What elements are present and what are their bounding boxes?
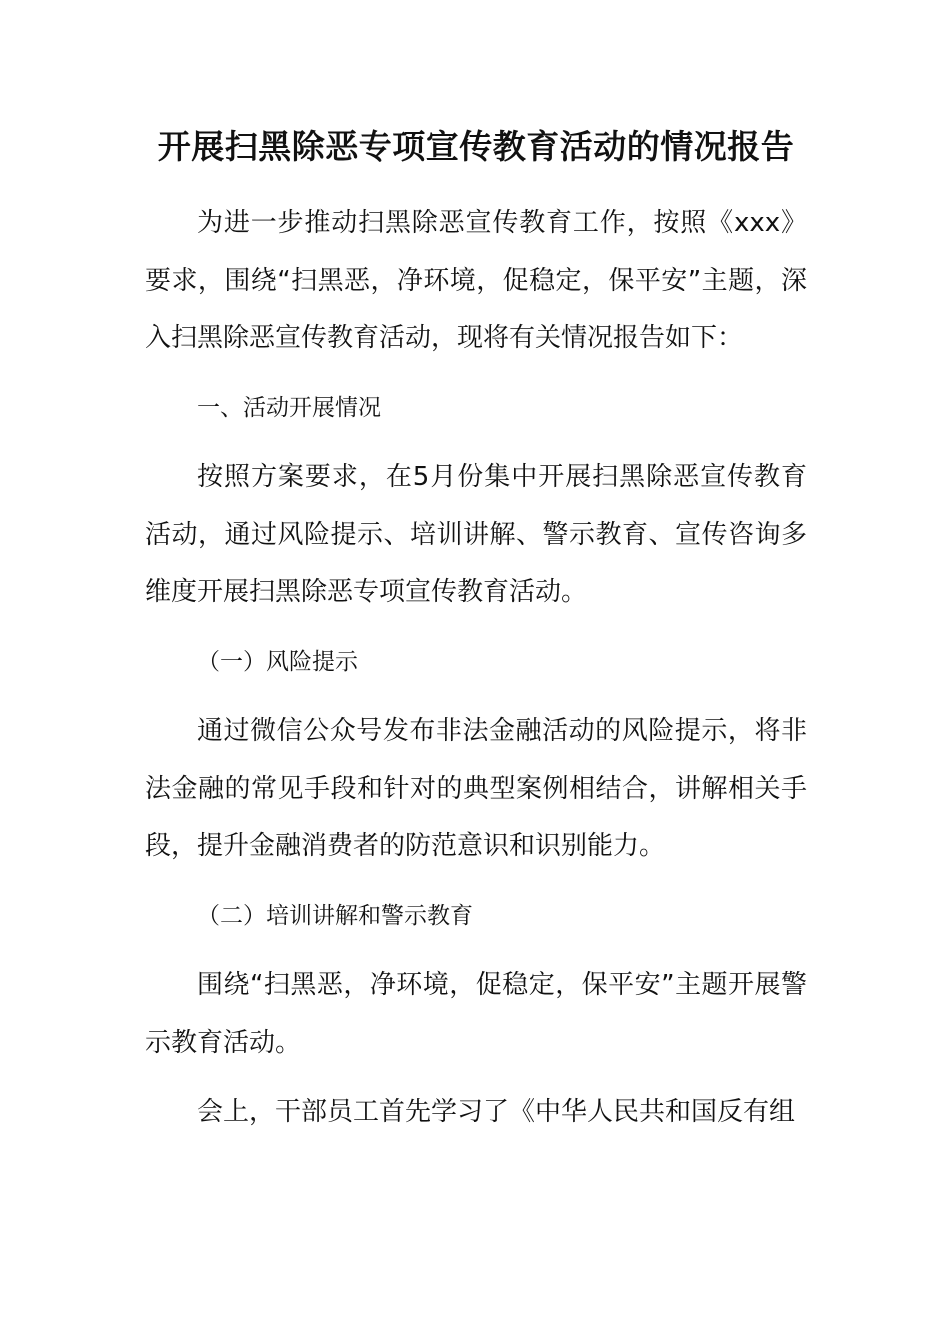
intro-paragraph: 为进一步推动扫黑除恶宣传教育工作，按照《xxx》要求，围绕“扫黑恶，净环境，促稳定，保平安”主题，深入扫黑除恶宣传教育活动，现将有关情况报告如下： bbox=[145, 208, 807, 353]
document-title: 开展扫黑除恶专项宣传教育活动的情况报告 bbox=[157, 127, 795, 166]
spacer bbox=[145, 368, 807, 380]
subsection-heading-training: （二）培训讲解和警示教育 bbox=[197, 902, 473, 929]
subsection-heading-risk-warning: （一）风险提示 bbox=[197, 648, 358, 675]
document-page bbox=[145, 118, 807, 1142]
spacer bbox=[145, 1072, 807, 1084]
spacer bbox=[145, 945, 807, 957]
subsection-paragraph-training: 围绕“扫黑恶，净环境，促稳定，保平安”主题开展警示教育活动。 bbox=[145, 970, 807, 1058]
spacer bbox=[145, 437, 807, 449]
spacer bbox=[145, 876, 807, 888]
section-heading-activities: 一、活动开展情况 bbox=[197, 394, 381, 421]
section-paragraph-activities: 按照方案要求，在5月份集中开展扫黑除恶宣传教育活动，通过风险提示、培训讲解、警示教育、宣传咨询多维度开展扫黑除恶专项宣传教育活动。 bbox=[145, 462, 807, 607]
title-spacer bbox=[145, 176, 807, 195]
meeting-paragraph: 会上，干部员工首先学习了《中华人民共和国反有组 bbox=[197, 1097, 796, 1127]
spacer bbox=[145, 691, 807, 703]
spacer bbox=[145, 622, 807, 634]
subsection-paragraph-risk-warning: 通过微信公众号发布非法金融活动的风险提示，将非法金融的常见手段和针对的典型案例相结合，讲解相关手段，提升金融消费者的防范意识和识别能力。 bbox=[145, 716, 807, 861]
